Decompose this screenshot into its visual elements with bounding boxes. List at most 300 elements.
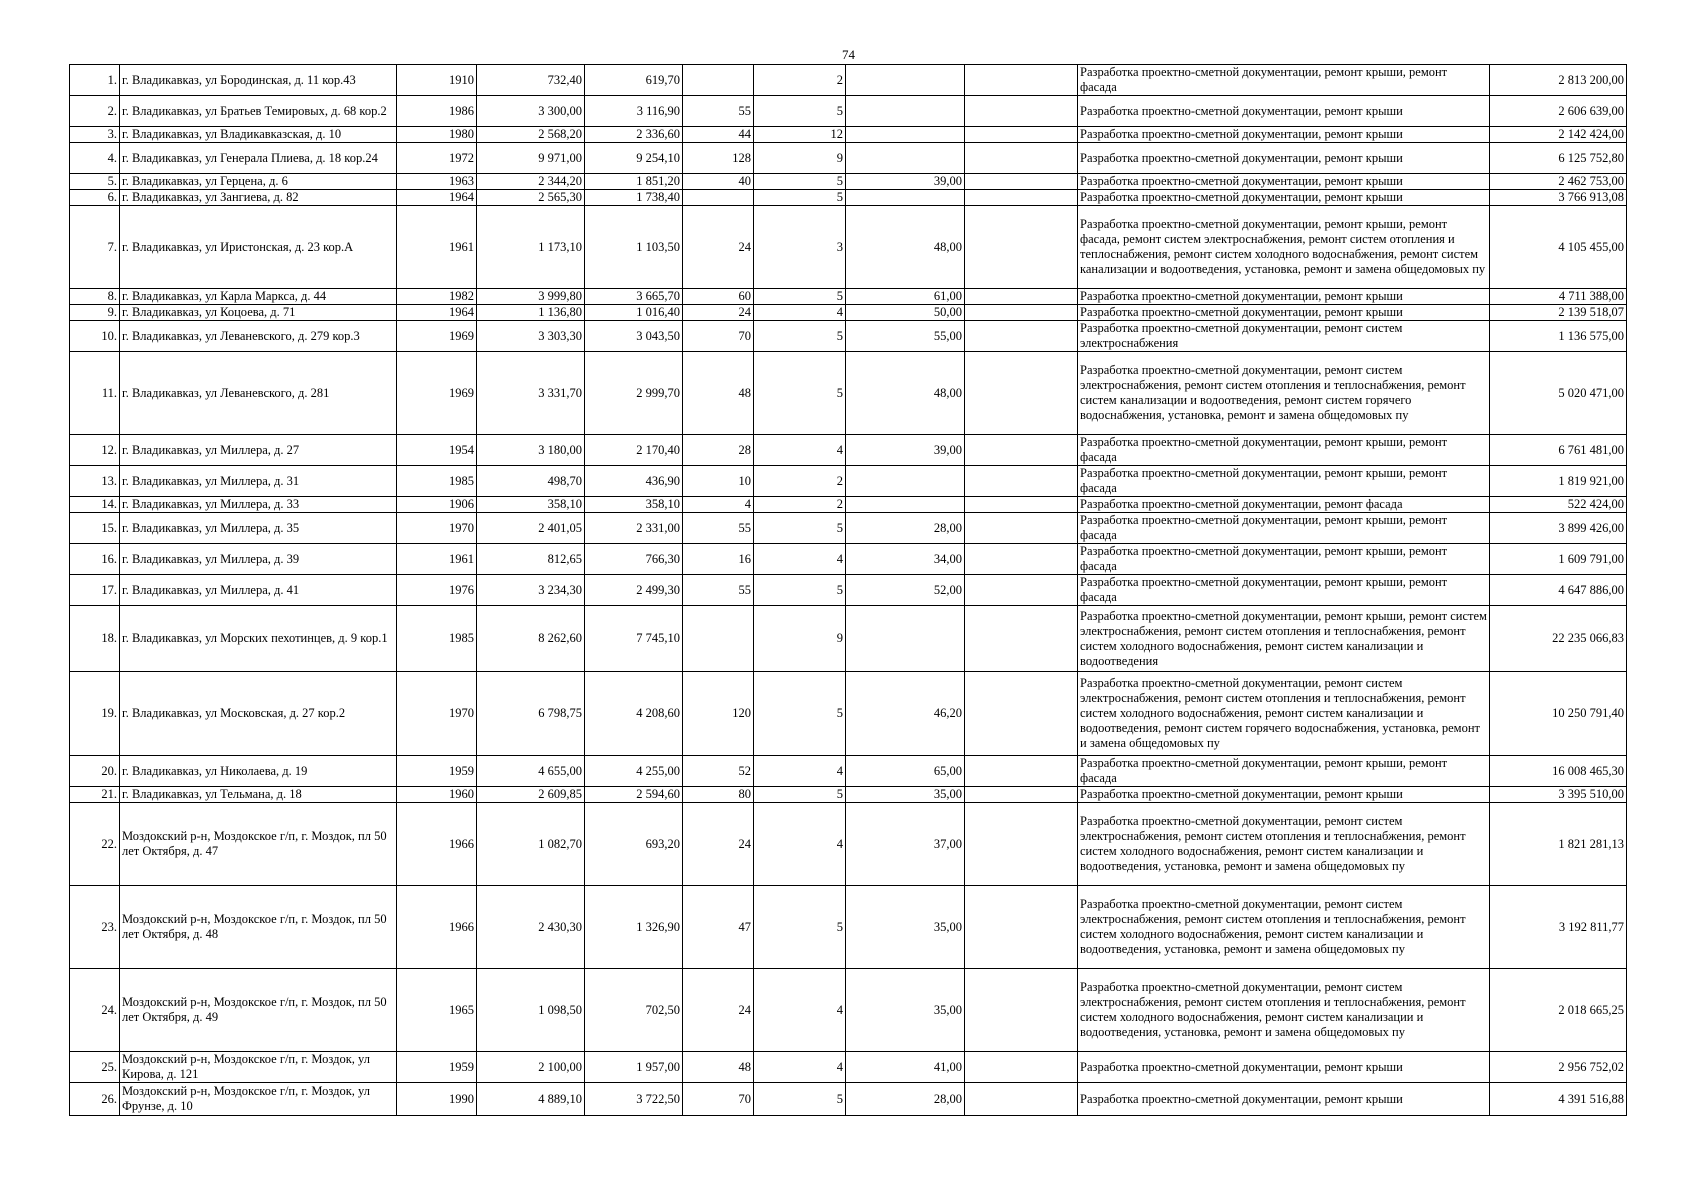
- year-cell: 1986: [397, 96, 477, 127]
- row-number: 6.: [70, 190, 120, 206]
- extra-cell: [965, 756, 1078, 787]
- cost-cell: 4 711 388,00: [1490, 289, 1627, 305]
- floors-cell: 3: [754, 206, 846, 289]
- total-area-cell: 4 655,00: [477, 756, 585, 787]
- cost-cell: 4 391 516,88: [1490, 1083, 1627, 1116]
- extra-cell: [965, 513, 1078, 544]
- extra-cell: [965, 305, 1078, 321]
- extra-cell: [965, 1083, 1078, 1116]
- table-row: [70, 756, 1627, 787]
- total-area-cell: 358,10: [477, 497, 585, 513]
- table-row: [70, 96, 1627, 127]
- year-cell: 1961: [397, 544, 477, 575]
- wear-cell: 48,00: [846, 206, 965, 289]
- cost-cell: 1 821 281,13: [1490, 803, 1627, 886]
- wear-cell: 65,00: [846, 756, 965, 787]
- address-cell: г. Владикавказ, ул Миллера, д. 39: [120, 544, 397, 575]
- row-number: 25.: [70, 1052, 120, 1083]
- extra-cell: [965, 672, 1078, 756]
- cost-cell: 2 956 752,02: [1490, 1052, 1627, 1083]
- floors-cell: 5: [754, 513, 846, 544]
- wear-cell: 35,00: [846, 969, 965, 1052]
- year-cell: 1982: [397, 289, 477, 305]
- living-area-cell: 1 016,40: [585, 305, 683, 321]
- address-cell: г. Владикавказ, ул Миллера, д. 41: [120, 575, 397, 606]
- table-row: [70, 969, 1627, 1052]
- extra-cell: [965, 289, 1078, 305]
- floors-cell: 5: [754, 321, 846, 352]
- table-row: [70, 575, 1627, 606]
- table-row: [70, 190, 1627, 206]
- residents-cell: 70: [683, 321, 754, 352]
- address-cell: Моздокский р-н, Моздокское г/п, г. Моздок, пл 50 лет Октября, д. 48: [120, 886, 397, 969]
- total-area-cell: 3 180,00: [477, 435, 585, 466]
- residents-cell: 4: [683, 497, 754, 513]
- year-cell: 1970: [397, 672, 477, 756]
- wear-cell: 34,00: [846, 544, 965, 575]
- row-number: 21.: [70, 787, 120, 803]
- row-number: 16.: [70, 544, 120, 575]
- total-area-cell: 812,65: [477, 544, 585, 575]
- work-type-cell: Разработка проектно-сметной документации, ремонт крыши, ремонт систем электроснабжения, ремонт систем отопления и теплоснабжения, ремонт систем холодного водоснабжения, ремонт систем канализации и водоотведения: [1078, 606, 1490, 672]
- work-type-cell: Разработка проектно-сметной документации, ремонт крыши: [1078, 1052, 1490, 1083]
- row-number: 20.: [70, 756, 120, 787]
- year-cell: 1980: [397, 127, 477, 143]
- table-row: [70, 1083, 1627, 1116]
- residents-cell: 16: [683, 544, 754, 575]
- cost-cell: 1 819 921,00: [1490, 466, 1627, 497]
- row-number: 10.: [70, 321, 120, 352]
- cost-cell: 522 424,00: [1490, 497, 1627, 513]
- extra-cell: [965, 787, 1078, 803]
- living-area-cell: 3 116,90: [585, 96, 683, 127]
- wear-cell: [846, 127, 965, 143]
- wear-cell: [846, 190, 965, 206]
- residents-cell: 40: [683, 174, 754, 190]
- living-area-cell: 358,10: [585, 497, 683, 513]
- work-type-cell: Разработка проектно-сметной документации, ремонт крыши: [1078, 96, 1490, 127]
- living-area-cell: 2 170,40: [585, 435, 683, 466]
- wear-cell: 39,00: [846, 435, 965, 466]
- total-area-cell: 1 136,80: [477, 305, 585, 321]
- floors-cell: 4: [754, 544, 846, 575]
- wear-cell: [846, 143, 965, 174]
- work-type-cell: Разработка проектно-сметной документации, ремонт крыши: [1078, 190, 1490, 206]
- living-area-cell: 2 336,60: [585, 127, 683, 143]
- extra-cell: [965, 190, 1078, 206]
- year-cell: 1906: [397, 497, 477, 513]
- cost-cell: 2 018 665,25: [1490, 969, 1627, 1052]
- total-area-cell: 2 565,30: [477, 190, 585, 206]
- cost-cell: 4 105 455,00: [1490, 206, 1627, 289]
- total-area-cell: 6 798,75: [477, 672, 585, 756]
- table-row: [70, 497, 1627, 513]
- address-cell: г. Владикавказ, ул Коцоева, д. 71: [120, 305, 397, 321]
- cost-cell: 1 136 575,00: [1490, 321, 1627, 352]
- floors-cell: 4: [754, 803, 846, 886]
- work-type-cell: Разработка проектно-сметной документации, ремонт крыши: [1078, 1083, 1490, 1116]
- address-cell: г. Владикавказ, ул Леваневского, д. 281: [120, 352, 397, 435]
- table-row: [70, 321, 1627, 352]
- floors-cell: 5: [754, 289, 846, 305]
- cost-cell: 2 606 639,00: [1490, 96, 1627, 127]
- row-number: 22.: [70, 803, 120, 886]
- cost-cell: 1 609 791,00: [1490, 544, 1627, 575]
- residents-cell: 44: [683, 127, 754, 143]
- floors-cell: 5: [754, 787, 846, 803]
- total-area-cell: 4 889,10: [477, 1083, 585, 1116]
- wear-cell: 61,00: [846, 289, 965, 305]
- total-area-cell: 2 100,00: [477, 1052, 585, 1083]
- address-cell: Моздокский р-н, Моздокское г/п, г. Моздок, пл 50 лет Октября, д. 49: [120, 969, 397, 1052]
- total-area-cell: 2 401,05: [477, 513, 585, 544]
- row-number: 4.: [70, 143, 120, 174]
- cost-cell: 6 125 752,80: [1490, 143, 1627, 174]
- wear-cell: 41,00: [846, 1052, 965, 1083]
- extra-cell: [965, 127, 1078, 143]
- floors-cell: 2: [754, 65, 846, 96]
- row-number: 9.: [70, 305, 120, 321]
- extra-cell: [965, 969, 1078, 1052]
- year-cell: 1966: [397, 803, 477, 886]
- extra-cell: [965, 803, 1078, 886]
- total-area-cell: 1 173,10: [477, 206, 585, 289]
- wear-cell: 37,00: [846, 803, 965, 886]
- row-number: 2.: [70, 96, 120, 127]
- floors-cell: 5: [754, 1083, 846, 1116]
- year-cell: 1964: [397, 190, 477, 206]
- table-row: [70, 886, 1627, 969]
- living-area-cell: 3 722,50: [585, 1083, 683, 1116]
- table-row: [70, 466, 1627, 497]
- wear-cell: 28,00: [846, 513, 965, 544]
- cost-cell: 3 192 811,77: [1490, 886, 1627, 969]
- floors-cell: 2: [754, 466, 846, 497]
- residents-cell: 120: [683, 672, 754, 756]
- year-cell: 1990: [397, 1083, 477, 1116]
- work-type-cell: Разработка проектно-сметной документации, ремонт крыши, ремонт фасада: [1078, 466, 1490, 497]
- work-type-cell: Разработка проектно-сметной документации, ремонт крыши: [1078, 305, 1490, 321]
- work-type-cell: Разработка проектно-сметной документации, ремонт крыши: [1078, 289, 1490, 305]
- table-row: [70, 206, 1627, 289]
- floors-cell: 5: [754, 190, 846, 206]
- total-area-cell: 3 234,30: [477, 575, 585, 606]
- residents-cell: 55: [683, 513, 754, 544]
- living-area-cell: 3 665,70: [585, 289, 683, 305]
- row-number: 26.: [70, 1083, 120, 1116]
- work-type-cell: Разработка проектно-сметной документации, ремонт крыши, ремонт фасада: [1078, 544, 1490, 575]
- work-type-cell: Разработка проектно-сметной документации, ремонт крыши: [1078, 127, 1490, 143]
- address-cell: г. Владикавказ, ул Бородинская, д. 11 кор.43: [120, 65, 397, 96]
- page-number: 74: [842, 47, 855, 62]
- extra-cell: [965, 1052, 1078, 1083]
- wear-cell: [846, 65, 965, 96]
- table-row: [70, 1052, 1627, 1083]
- year-cell: 1961: [397, 206, 477, 289]
- floors-cell: 4: [754, 435, 846, 466]
- living-area-cell: 702,50: [585, 969, 683, 1052]
- year-cell: 1954: [397, 435, 477, 466]
- work-type-cell: Разработка проектно-сметной документации, ремонт крыши, ремонт фасада: [1078, 65, 1490, 96]
- address-cell: г. Владикавказ, ул Тельмана, д. 18: [120, 787, 397, 803]
- floors-cell: 9: [754, 606, 846, 672]
- work-type-cell: Разработка проектно-сметной документации, ремонт крыши, ремонт фасада: [1078, 435, 1490, 466]
- total-area-cell: 8 262,60: [477, 606, 585, 672]
- table-row: [70, 672, 1627, 756]
- table-row: [70, 289, 1627, 305]
- floors-cell: 4: [754, 1052, 846, 1083]
- wear-cell: 28,00: [846, 1083, 965, 1116]
- address-cell: Моздокский р-н, Моздокское г/п, г. Моздок, ул Фрунзе, д. 10: [120, 1083, 397, 1116]
- living-area-cell: 1 326,90: [585, 886, 683, 969]
- extra-cell: [965, 321, 1078, 352]
- floors-cell: 4: [754, 969, 846, 1052]
- cost-cell: 3 766 913,08: [1490, 190, 1627, 206]
- living-area-cell: 2 499,30: [585, 575, 683, 606]
- wear-cell: [846, 606, 965, 672]
- address-cell: г. Владикавказ, ул Карла Маркса, д. 44: [120, 289, 397, 305]
- year-cell: 1910: [397, 65, 477, 96]
- cost-cell: 3 899 426,00: [1490, 513, 1627, 544]
- wear-cell: 50,00: [846, 305, 965, 321]
- address-cell: Моздокский р-н, Моздокское г/п, г. Моздок, пл 50 лет Октября, д. 47: [120, 803, 397, 886]
- year-cell: 1969: [397, 321, 477, 352]
- living-area-cell: 436,90: [585, 466, 683, 497]
- work-type-cell: Разработка проектно-сметной документации, ремонт систем электроснабжения, ремонт систем отопления и теплоснабжения, ремонт систем холодного водоснабжения, ремонт систем канализации и водоотведения, установка, ремонт и замена общедомовых пу: [1078, 969, 1490, 1052]
- extra-cell: [965, 886, 1078, 969]
- table-row: [70, 606, 1627, 672]
- wear-cell: [846, 497, 965, 513]
- wear-cell: 52,00: [846, 575, 965, 606]
- cost-cell: 10 250 791,40: [1490, 672, 1627, 756]
- table-row: [70, 305, 1627, 321]
- living-area-cell: 619,70: [585, 65, 683, 96]
- residents-cell: [683, 190, 754, 206]
- total-area-cell: 3 331,70: [477, 352, 585, 435]
- year-cell: 1985: [397, 606, 477, 672]
- year-cell: 1970: [397, 513, 477, 544]
- row-number: 1.: [70, 65, 120, 96]
- total-area-cell: 732,40: [477, 65, 585, 96]
- year-cell: 1976: [397, 575, 477, 606]
- living-area-cell: 1 851,20: [585, 174, 683, 190]
- residents-cell: [683, 606, 754, 672]
- address-cell: г. Владикавказ, ул Генерала Плиева, д. 18 кор.24: [120, 143, 397, 174]
- work-type-cell: Разработка проектно-сметной документации, ремонт крыши: [1078, 174, 1490, 190]
- cost-cell: 2 813 200,00: [1490, 65, 1627, 96]
- total-area-cell: 9 971,00: [477, 143, 585, 174]
- row-number: 24.: [70, 969, 120, 1052]
- floors-cell: 12: [754, 127, 846, 143]
- total-area-cell: 2 609,85: [477, 787, 585, 803]
- living-area-cell: 2 331,00: [585, 513, 683, 544]
- table-row: [70, 65, 1627, 96]
- residents-cell: 52: [683, 756, 754, 787]
- year-cell: 1985: [397, 466, 477, 497]
- address-cell: г. Владикавказ, ул Иристонская, д. 23 кор.А: [120, 206, 397, 289]
- floors-cell: 5: [754, 672, 846, 756]
- year-cell: 1966: [397, 886, 477, 969]
- work-type-cell: Разработка проектно-сметной документации, ремонт крыши: [1078, 787, 1490, 803]
- year-cell: 1969: [397, 352, 477, 435]
- living-area-cell: 7 745,10: [585, 606, 683, 672]
- cost-cell: 6 761 481,00: [1490, 435, 1627, 466]
- wear-cell: [846, 96, 965, 127]
- total-area-cell: 498,70: [477, 466, 585, 497]
- living-area-cell: 2 594,60: [585, 787, 683, 803]
- living-area-cell: 2 999,70: [585, 352, 683, 435]
- residents-cell: 24: [683, 206, 754, 289]
- work-type-cell: Разработка проектно-сметной документации, ремонт крыши: [1078, 143, 1490, 174]
- row-number: 3.: [70, 127, 120, 143]
- residents-cell: 24: [683, 969, 754, 1052]
- extra-cell: [965, 606, 1078, 672]
- cost-cell: 2 142 424,00: [1490, 127, 1627, 143]
- residents-cell: 55: [683, 575, 754, 606]
- cost-cell: 16 008 465,30: [1490, 756, 1627, 787]
- total-area-cell: 3 999,80: [477, 289, 585, 305]
- residents-cell: 47: [683, 886, 754, 969]
- residents-cell: 10: [683, 466, 754, 497]
- year-cell: 1959: [397, 756, 477, 787]
- row-number: 23.: [70, 886, 120, 969]
- table-row: [70, 513, 1627, 544]
- extra-cell: [965, 352, 1078, 435]
- extra-cell: [965, 143, 1078, 174]
- address-cell: Моздокский р-н, Моздокское г/п, г. Моздок, ул Кирова, д. 121: [120, 1052, 397, 1083]
- row-number: 18.: [70, 606, 120, 672]
- row-number: 15.: [70, 513, 120, 544]
- living-area-cell: 9 254,10: [585, 143, 683, 174]
- living-area-cell: 693,20: [585, 803, 683, 886]
- floors-cell: 5: [754, 96, 846, 127]
- total-area-cell: 1 098,50: [477, 969, 585, 1052]
- table-row: [70, 544, 1627, 575]
- table-row: [70, 435, 1627, 466]
- extra-cell: [965, 206, 1078, 289]
- table-row: [70, 803, 1627, 886]
- wear-cell: 39,00: [846, 174, 965, 190]
- extra-cell: [965, 65, 1078, 96]
- address-cell: г. Владикавказ, ул Московская, д. 27 кор.2: [120, 672, 397, 756]
- extra-cell: [965, 544, 1078, 575]
- residents-cell: 48: [683, 352, 754, 435]
- cost-cell: 2 462 753,00: [1490, 174, 1627, 190]
- year-cell: 1964: [397, 305, 477, 321]
- address-cell: г. Владикавказ, ул Миллера, д. 33: [120, 497, 397, 513]
- cost-cell: 3 395 510,00: [1490, 787, 1627, 803]
- address-cell: г. Владикавказ, ул Миллера, д. 31: [120, 466, 397, 497]
- cost-cell: 4 647 886,00: [1490, 575, 1627, 606]
- residents-cell: 55: [683, 96, 754, 127]
- extra-cell: [965, 435, 1078, 466]
- work-type-cell: Разработка проектно-сметной документации, ремонт систем электроснабжения: [1078, 321, 1490, 352]
- work-type-cell: Разработка проектно-сметной документации, ремонт систем электроснабжения, ремонт систем отопления и теплоснабжения, ремонт систем холодного водоснабжения, ремонт систем канализации и водоотведения, ремонт систем горячего водоснабжения, установка, ремонт и замена общедомовых пу: [1078, 672, 1490, 756]
- wear-cell: 55,00: [846, 321, 965, 352]
- cost-cell: 5 020 471,00: [1490, 352, 1627, 435]
- total-area-cell: 2 344,20: [477, 174, 585, 190]
- living-area-cell: 1 957,00: [585, 1052, 683, 1083]
- total-area-cell: 3 300,00: [477, 96, 585, 127]
- extra-cell: [965, 575, 1078, 606]
- table-row: [70, 787, 1627, 803]
- address-cell: г. Владикавказ, ул Владикавказская, д. 10: [120, 127, 397, 143]
- work-type-cell: Разработка проектно-сметной документации, ремонт крыши, ремонт фасада, ремонт систем электроснабжения, ремонт систем отопления и теплоснабжения, ремонт систем холодного водоснабжения, ремонт систем канализации и водоотведения, установка, ремонт и замена общедомовых пу: [1078, 206, 1490, 289]
- residents-cell: 60: [683, 289, 754, 305]
- work-type-cell: Разработка проектно-сметной документации, ремонт крыши, ремонт фасада: [1078, 756, 1490, 787]
- wear-cell: 46,20: [846, 672, 965, 756]
- residents-cell: 24: [683, 803, 754, 886]
- work-type-cell: Разработка проектно-сметной документации, ремонт крыши, ремонт фасада: [1078, 575, 1490, 606]
- residents-cell: 80: [683, 787, 754, 803]
- extra-cell: [965, 497, 1078, 513]
- extra-cell: [965, 466, 1078, 497]
- address-cell: г. Владикавказ, ул Миллера, д. 27: [120, 435, 397, 466]
- floors-cell: 4: [754, 305, 846, 321]
- row-number: 12.: [70, 435, 120, 466]
- work-type-cell: Разработка проектно-сметной документации, ремонт систем электроснабжения, ремонт систем отопления и теплоснабжения, ремонт систем холодного водоснабжения, ремонт систем канализации и водоотведения, установка, ремонт и замена общедомовых пу: [1078, 886, 1490, 969]
- work-type-cell: Разработка проектно-сметной документации, ремонт систем электроснабжения, ремонт систем отопления и теплоснабжения, ремонт систем холодного водоснабжения, ремонт систем канализации и водоотведения, установка, ремонт и замена общедомовых пу: [1078, 803, 1490, 886]
- cost-cell: 22 235 066,83: [1490, 606, 1627, 672]
- row-number: 8.: [70, 289, 120, 305]
- year-cell: 1965: [397, 969, 477, 1052]
- address-cell: г. Владикавказ, ул Миллера, д. 35: [120, 513, 397, 544]
- living-area-cell: 1 103,50: [585, 206, 683, 289]
- table-body: [70, 65, 1627, 1116]
- address-cell: г. Владикавказ, ул Братьев Темировых, д. 68 кор.2: [120, 96, 397, 127]
- living-area-cell: 766,30: [585, 544, 683, 575]
- total-area-cell: 2 430,30: [477, 886, 585, 969]
- table-row: [70, 174, 1627, 190]
- address-cell: г. Владикавказ, ул Герцена, д. 6: [120, 174, 397, 190]
- wear-cell: 48,00: [846, 352, 965, 435]
- row-number: 14.: [70, 497, 120, 513]
- work-type-cell: Разработка проектно-сметной документации, ремонт систем электроснабжения, ремонт систем отопления и теплоснабжения, ремонт систем канализации и водоотведения, ремонт систем горячего водоснабжения, установка, ремонт и замена общедомовых пу: [1078, 352, 1490, 435]
- work-type-cell: Разработка проектно-сметной документации, ремонт фасада: [1078, 497, 1490, 513]
- living-area-cell: 1 738,40: [585, 190, 683, 206]
- residents-cell: 70: [683, 1083, 754, 1116]
- table-row: [70, 352, 1627, 435]
- work-type-cell: Разработка проектно-сметной документации, ремонт крыши, ремонт фасада: [1078, 513, 1490, 544]
- floors-cell: 5: [754, 352, 846, 435]
- row-number: 19.: [70, 672, 120, 756]
- year-cell: 1963: [397, 174, 477, 190]
- address-cell: г. Владикавказ, ул Николаева, д. 19: [120, 756, 397, 787]
- living-area-cell: 3 043,50: [585, 321, 683, 352]
- row-number: 5.: [70, 174, 120, 190]
- living-area-cell: 4 208,60: [585, 672, 683, 756]
- living-area-cell: 4 255,00: [585, 756, 683, 787]
- table-row: [70, 143, 1627, 174]
- year-cell: 1959: [397, 1052, 477, 1083]
- year-cell: 1972: [397, 143, 477, 174]
- floors-cell: 2: [754, 497, 846, 513]
- repair-table: [69, 64, 1627, 1116]
- residents-cell: 28: [683, 435, 754, 466]
- floors-cell: 4: [754, 756, 846, 787]
- floors-cell: 5: [754, 575, 846, 606]
- wear-cell: 35,00: [846, 787, 965, 803]
- table-row: [70, 127, 1627, 143]
- row-number: 17.: [70, 575, 120, 606]
- extra-cell: [965, 174, 1078, 190]
- address-cell: г. Владикавказ, ул Леваневского, д. 279 кор.3: [120, 321, 397, 352]
- residents-cell: 128: [683, 143, 754, 174]
- row-number: 7.: [70, 206, 120, 289]
- total-area-cell: 2 568,20: [477, 127, 585, 143]
- wear-cell: 35,00: [846, 886, 965, 969]
- row-number: 13.: [70, 466, 120, 497]
